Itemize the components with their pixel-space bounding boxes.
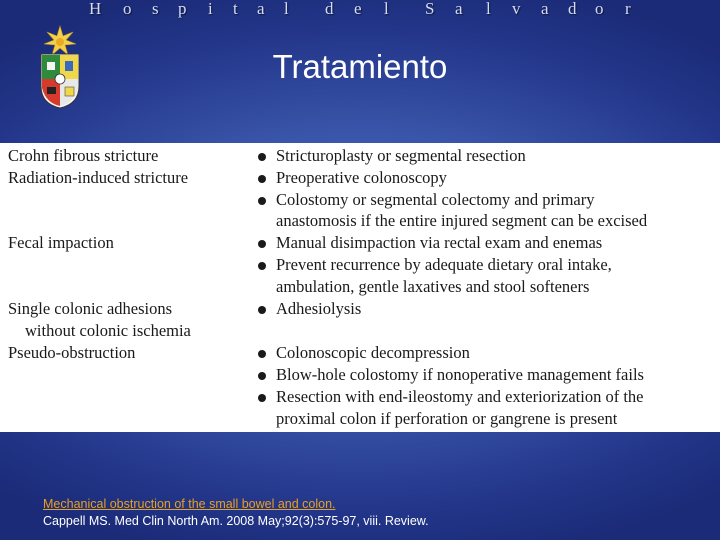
reference-text: Cappell MS. Med Clin North Am. 2008 May;92(3):575-97, viii. Review. (43, 514, 429, 528)
bullet-icon (258, 197, 266, 205)
source-link[interactable]: Mechanical obstruction of the small bowel and colon. (43, 497, 336, 511)
header-letter: l (284, 0, 289, 18)
treatment-item: Manual disimpaction via rectal exam and enemas (276, 233, 603, 252)
citation (43, 496, 429, 530)
treatment-item: Adhesiolysis (276, 299, 362, 318)
bullet-icon (258, 350, 266, 358)
header-letter: s (152, 0, 159, 18)
bullet-icon (258, 262, 266, 270)
bullet-icon (258, 394, 266, 402)
header-letter: o (123, 0, 132, 18)
bullet-icon (258, 372, 266, 380)
condition-label: Radiation-induced stricture (8, 168, 189, 187)
treatment-item: anastomosis if the entire injured segment can be excised (276, 211, 648, 230)
treatment-item: Colostomy or segmental colectomy and primary (276, 190, 595, 209)
treatment-item: Prevent recurrence by adequate dietary oral intake, (276, 255, 612, 274)
treatment-item: ambulation, gentle laxatives and stool softeners (276, 277, 590, 296)
hospital-header (0, 0, 720, 20)
bullet-icon (258, 153, 266, 161)
header-letter: e (354, 0, 362, 18)
condition-label: Single colonic adhesions (8, 299, 173, 318)
header-letter: a (541, 0, 549, 18)
header-letter: l (384, 0, 389, 18)
condition-label: Crohn fibrous stricture (8, 146, 159, 165)
header-letter: i (208, 0, 213, 18)
header-letter: o (595, 0, 604, 18)
bullet-icon (258, 240, 266, 248)
condition-label: Pseudo-obstruction (8, 343, 136, 362)
header-letter: S (425, 0, 435, 18)
header-letter: v (512, 0, 521, 18)
header-letter: d (568, 0, 577, 18)
treatment-item: Preoperative colonoscopy (276, 168, 447, 187)
treatment-item: Blow-hole colostomy if nonoperative management fails (276, 365, 644, 384)
treatment-item: proximal colon if perforation or gangrene is present (276, 409, 618, 428)
bullet-icon (258, 175, 266, 183)
treatment-item: Resection with end-ileostomy and exteriorization of the (276, 387, 644, 406)
slide-title: Tratamiento (272, 48, 448, 85)
treatment-item: Stricturoplasty or segmental resection (276, 146, 526, 165)
header-letter: d (325, 0, 334, 18)
bullet-icon (258, 306, 266, 314)
condition-label: without colonic ischemia (25, 321, 191, 340)
treatment-item: Colonoscopic decompression (276, 343, 470, 362)
header-letter: p (178, 0, 187, 18)
header-letter: r (625, 0, 631, 18)
header-letter: t (233, 0, 238, 18)
header-letter: l (486, 0, 491, 18)
header-letter: H (89, 0, 102, 18)
header-letter: a (455, 0, 463, 18)
condition-label: Fecal impaction (8, 233, 114, 252)
header-letter: a (257, 0, 265, 18)
treatment-table (0, 143, 720, 432)
